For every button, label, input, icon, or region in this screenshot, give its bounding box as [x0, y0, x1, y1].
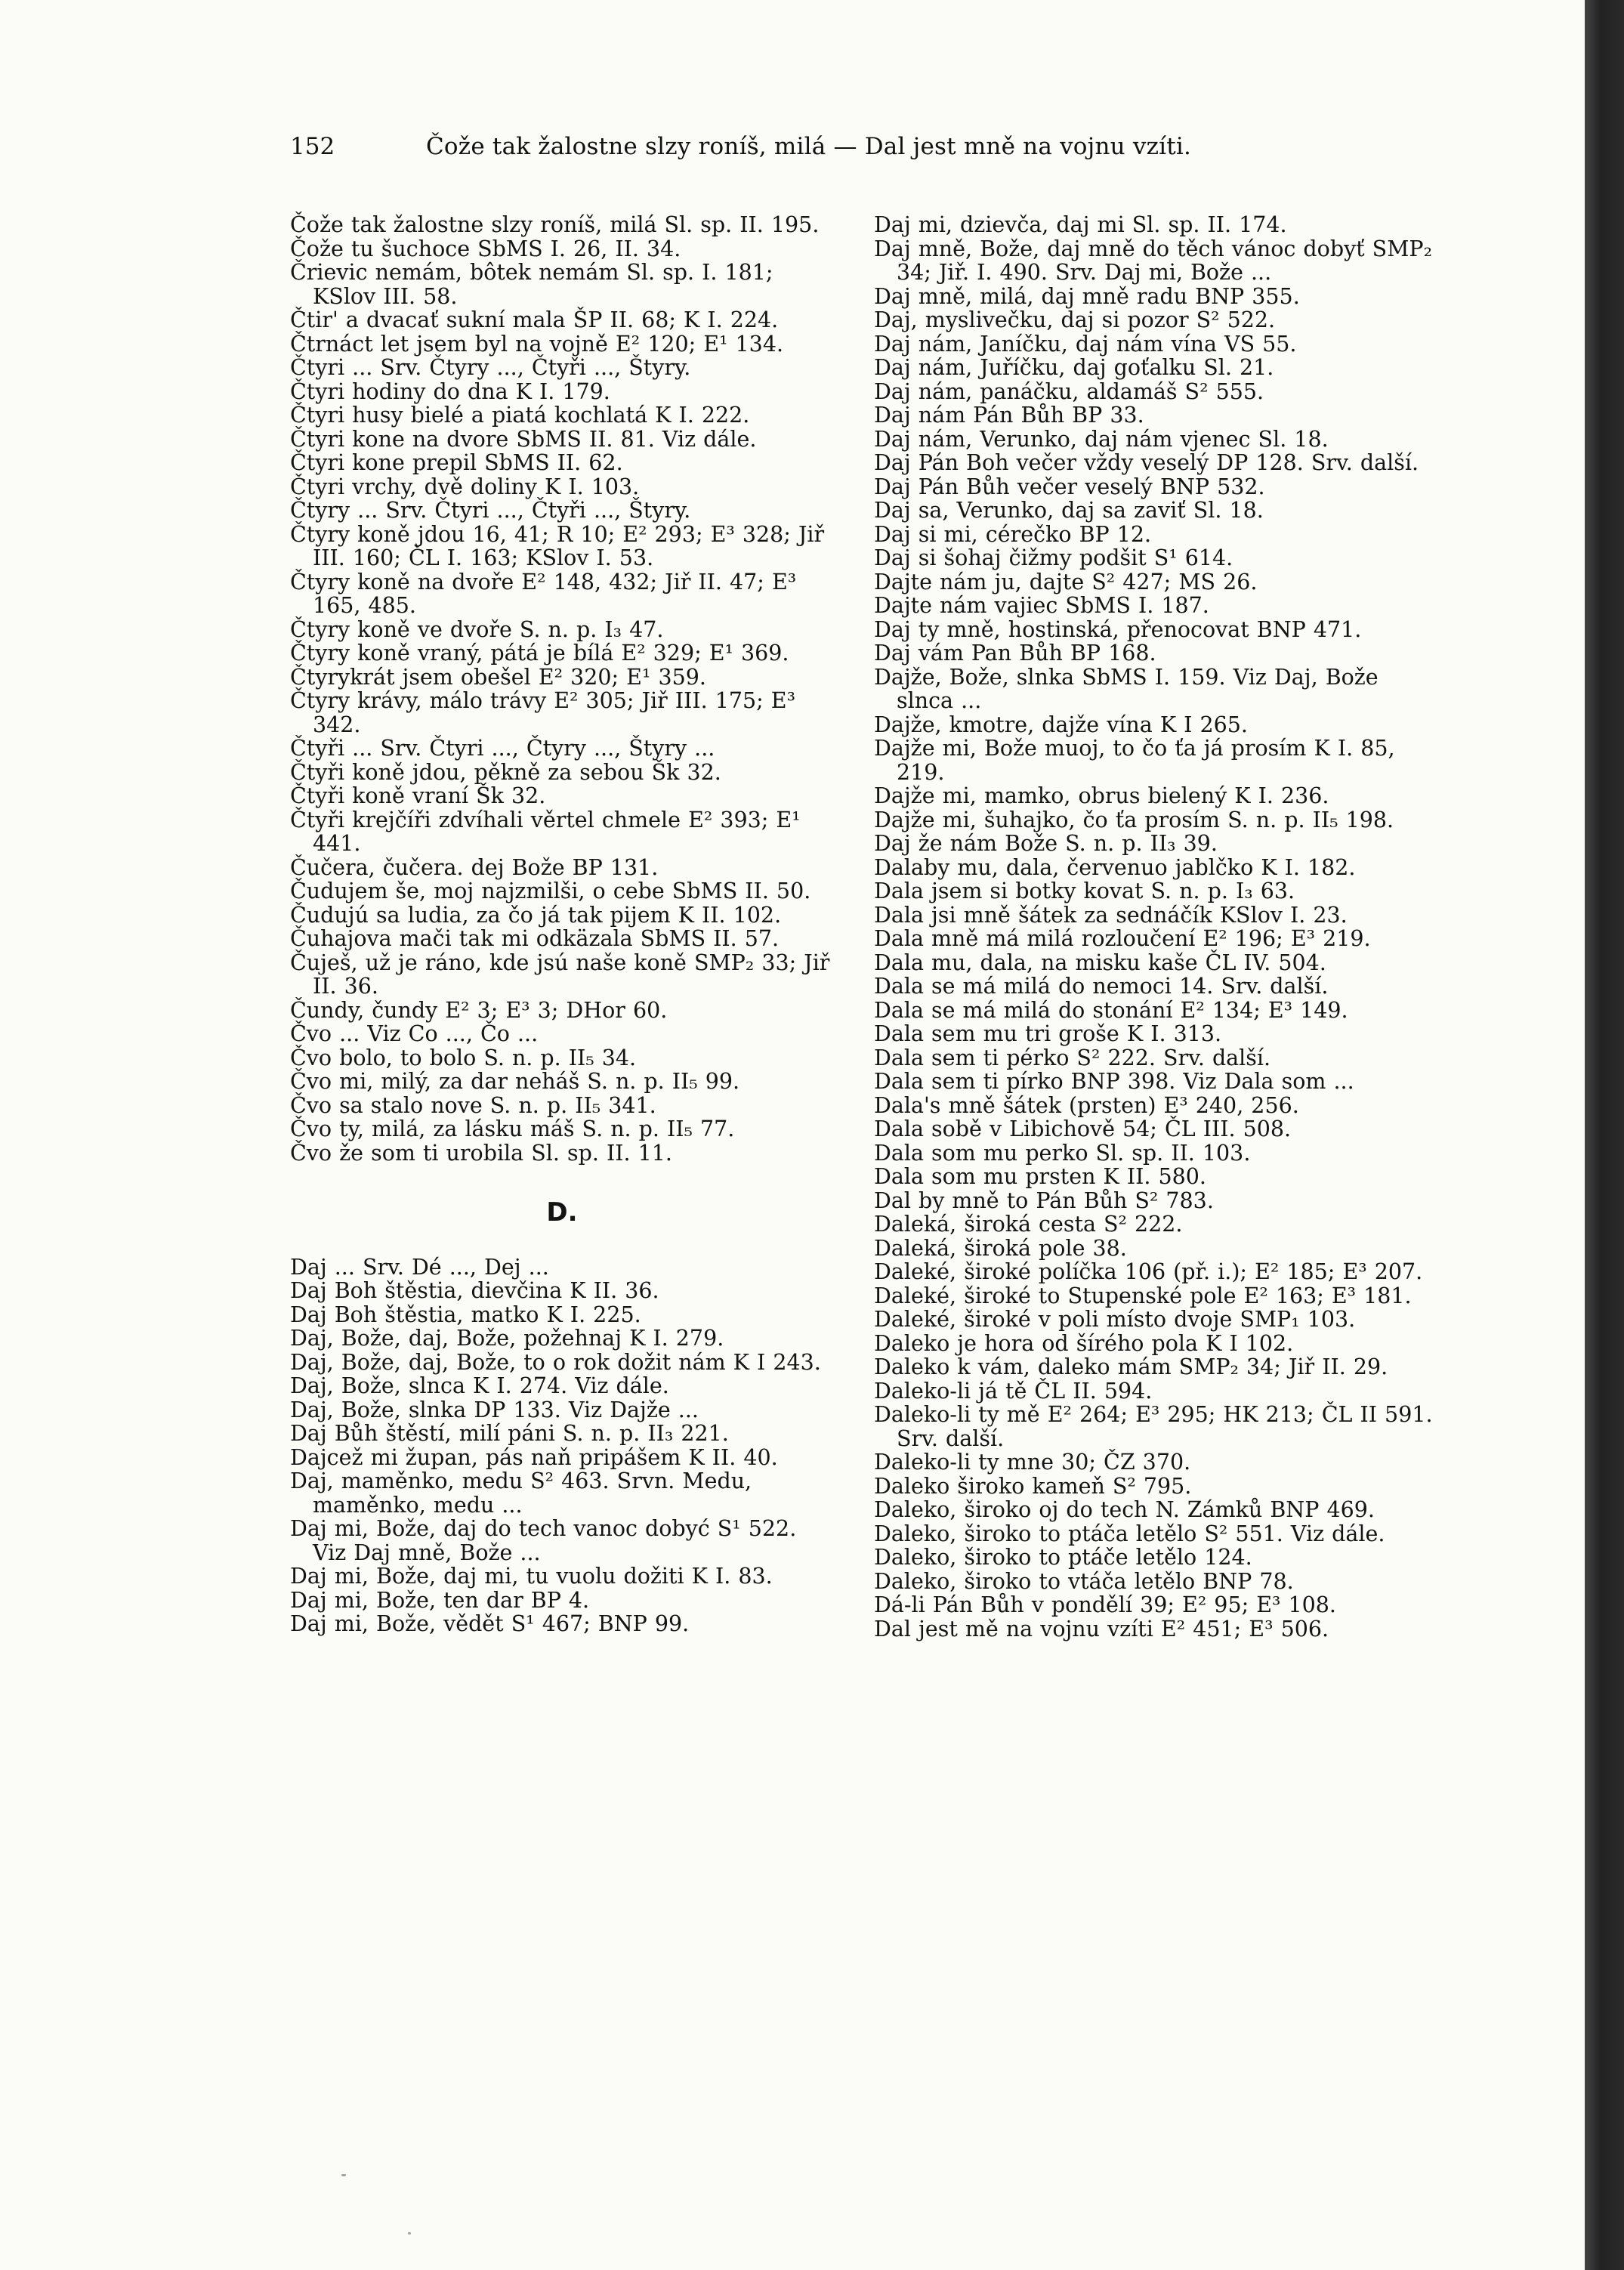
running-header — [290, 133, 1302, 171]
index-entry: Čvo ... Viz Co ..., Čo ... — [290, 1021, 539, 1046]
index-entry: Čtyři krejčíři zdvíhali věrtel chmele E² 393; E¹ 441. — [290, 807, 801, 856]
index-entry: Daj Pán Bůh večer veselý BNP 532. — [874, 474, 1265, 499]
index-entry: Dala som mu perko Sl. sp. II. 103. — [874, 1140, 1251, 1166]
print-speck — [341, 2174, 346, 2176]
index-entry: Daj, Bože, daj, Bože, požehnaj K I. 279. — [290, 1326, 724, 1351]
index-entry: Daj nám, panáčku, aldamáš S² 555. — [874, 378, 1264, 404]
index-entry: Dajže, kmotre, dajže vína K I 265. — [874, 712, 1248, 737]
index-entry: Dala sem mu tri groše K I. 313. — [874, 1021, 1222, 1046]
index-entry: Daj Boh štěstia, dievčina K II. 36. — [290, 1278, 659, 1303]
index-entry: Čtyry krávy, málo trávy E² 305; Jiř III. 175; E³ 342. — [290, 688, 795, 737]
entries-d-left — [290, 1255, 834, 1636]
index-entry: Čundy, čundy E² 3; E³ 3; DHor 60. — [290, 997, 668, 1023]
index-entry: Čtrnáct let jsem byl na vojně E² 120; E¹ 134. — [290, 331, 784, 357]
index-entry: Dala jsi mně šátek za sednáčík KSlov I. 23. — [874, 902, 1348, 928]
index-entry: Čučera, čučera. dej Bože BP 131. — [290, 854, 659, 880]
index-entry: Daleko, široko to ptáče letělo 124. — [874, 1545, 1252, 1570]
index-entry: Dajže mi, mamko, obrus bielený K I. 236. — [874, 783, 1329, 808]
index-entry: Daleko-li já tě ČL II. 594. — [874, 1378, 1153, 1404]
index-entry: Dá-li Pán Bůh v pondělí 39; E² 95; E³ 108. — [874, 1592, 1336, 1617]
index-entry: Dal by mně to Pán Bůh S² 783. — [874, 1188, 1214, 1213]
index-entry: Čtyry koně ve dvoře S. n. p. I₃ 47. — [290, 616, 664, 642]
index-entry: Dala sem ti pérko S² 222. Srv. další. — [874, 1045, 1271, 1070]
index-entry: Daj nám, Verunko, daj nám vjenec Sl. 18. — [874, 426, 1329, 452]
index-entry: Daj ty mně, hostinská, přenocovat BNP 471. — [874, 616, 1362, 642]
index-entry: Dala se má milá do nemoci 14. Srv. další. — [874, 974, 1329, 999]
index-entry: Daj vám Pan Bůh BP 168. — [874, 641, 1156, 666]
print-speck — [408, 2232, 411, 2234]
index-entry: Daj Pán Boh večer vždy veselý DP 128. Srv. další. — [874, 450, 1419, 475]
index-entry: Daj mi, Bože, vědět S¹ 467; BNP 99. — [290, 1611, 690, 1636]
index-entry: Daleko k vám, daleko mám SMP₂ 34; Jiř II. 29. — [874, 1354, 1388, 1379]
index-entry: Daj nám, Janíčku, daj nám vína VS 55. — [874, 331, 1297, 357]
index-entry: Čtyrykrát jsem obešel E² 320; E¹ 359. — [290, 664, 706, 690]
index-entry: Daj mi, Bože, ten dar BP 4. — [290, 1587, 590, 1613]
index-entry: Čtyři koně vraní Šk 32. — [290, 783, 546, 808]
index-entry: Daj mně, Bože, daj mně do těch vánoc dobyť SMP₂ 34; Jiř. I. 490. Srv. Daj mi, Bože ... — [874, 236, 1432, 285]
index-entry: Dajže, Bože, slnka SbMS I. 159. Viz Daj, Bože slnca ... — [874, 664, 1379, 713]
index-entry: Daleko-li ty mne 30; ČZ 370. — [874, 1450, 1191, 1475]
index-entry: Čtyri kone prepil SbMS II. 62. — [290, 450, 623, 475]
index-entry: Čtyry koně na dvoře E² 148, 432; Jiř II. 47; E³ 165, 485. — [290, 569, 797, 618]
index-entry: Daleko je hora od šírého pola K I 102. — [874, 1330, 1294, 1356]
index-entry: Daj, Bože, daj, Bože, to o rok dožit nám K I 243. — [290, 1349, 821, 1375]
index-entry: Dajže mi, šuhajko, čo ťa prosím S. n. p. II₅ 198. — [874, 807, 1394, 832]
index-entry: Čtyri kone na dvore SbMS II. 81. Viz dále. — [290, 426, 757, 452]
index-entry: Daj, Bože, slnca K I. 274. Viz dále. — [290, 1373, 669, 1398]
index-entry: Čtyry ... Srv. Čtyri ..., Čtyři ..., Štyry. — [290, 498, 691, 523]
index-entry: Dal jest mě na vojnu vzíti E² 451; E³ 506. — [874, 1616, 1329, 1642]
index-entry: Čvo sa stalo nove S. n. p. II₅ 341. — [290, 1092, 656, 1118]
index-entry: Daj, myslivečku, daj si pozor S² 522. — [874, 307, 1276, 332]
index-entry: Daj mi, Bože, daj mi, tu vuolu dožiti K I. 83. — [290, 1564, 773, 1589]
index-entry: Črievic nemám, bôtek nemám Sl. sp. I. 181; KSlov III. 58. — [290, 260, 773, 309]
index-entry: Čtyri vrchy, dvě doliny K I. 103. — [290, 474, 640, 499]
index-entry: Čuješ, už je ráno, kde jsú naše koně SMP₂ 33; Jiř II. 36. — [290, 950, 830, 999]
index-entry: Daleko, široko to ptáča letělo S² 551. Viz dále. — [874, 1521, 1385, 1546]
index-entry: Daj sa, Verunko, daj sa zaviť Sl. 18. — [874, 498, 1264, 523]
index-entry: Daleko-li ty mě E² 264; E³ 295; HK 213; ČL II 591. Srv. další. — [874, 1402, 1433, 1451]
index-entry: Dajcež mi župan, pás naň pripášem K II. 40. — [290, 1444, 778, 1470]
index-entry: Čtyři koně jdou, pěkně za sebou Šk 32. — [290, 759, 721, 785]
index-entry: Čtyry koně vraný, pátá je bílá E² 329; E¹ 369. — [290, 641, 789, 666]
index-entry: Dala sem ti pírko BNP 398. Viz Dala som ... — [874, 1069, 1354, 1094]
index-entry: Daj mně, milá, daj mně radu BNP 355. — [874, 283, 1300, 309]
index-entry: Dala sobě v Libichově 54; ČL III. 508. — [874, 1116, 1292, 1141]
index-entry: Daleká, široká cesta S² 222. — [874, 1212, 1183, 1237]
header-title: Čože tak žalostne slzy roníš, milá — Dal jest mně na vojnu vzíti. — [426, 133, 1192, 160]
left-column — [290, 213, 834, 1636]
index-entry: Daleká, široká pole 38. — [874, 1235, 1127, 1261]
index-entry: Daj si mi, cérečko BP 12. — [874, 521, 1152, 547]
index-entry: Daj ... Srv. Dé ..., Dej ... — [290, 1254, 549, 1280]
index-entry: Dala mu, dala, na misku kaše ČL IV. 504. — [874, 950, 1326, 975]
index-entry: Daj mi, Bože, daj do tech vanoc dobyć S¹ 522. Viz Daj mně, Bože ... — [290, 1516, 797, 1565]
index-entry: Daj nám, Juříčku, daj goťalku Sl. 21. — [874, 355, 1274, 380]
index-entry: Daj, maměnko, medu S² 463. Srvn. Medu, maměnko, medu ... — [290, 1469, 752, 1518]
index-entry: Daleké, široké to Stupenské pole E² 163; E³ 181. — [874, 1283, 1412, 1308]
index-entry: Daleko, široko to vtáča letělo BNP 78. — [874, 1568, 1294, 1594]
index-entry: Čtyri hodiny do dna K I. 179. — [290, 378, 610, 404]
index-entry: Dajte nám ju, dajte S² 427; MS 26. — [874, 569, 1258, 595]
index-entry: Čvo že som ti urobila Sl. sp. II. 11. — [290, 1140, 672, 1166]
index-entry: Dala som mu prsten K II. 580. — [874, 1164, 1206, 1189]
index-entry: Daleko, široko oj do tech N. Zámků BNP 469. — [874, 1497, 1375, 1522]
index-entry: Daleké, široké políčka 106 (př. i.); E² 185; E³ 207. — [874, 1259, 1423, 1284]
index-entry: Čože tak žalostne slzy roníš, milá Sl. sp. II. 195. — [290, 212, 820, 237]
index-entry: Dala jsem si botky kovat S. n. p. I₃ 63. — [874, 879, 1295, 903]
entries-c — [290, 213, 834, 1165]
right-column — [874, 213, 1433, 1641]
index-entry: Daj Bůh štěstí, milí páni S. n. p. II₃ 221. — [290, 1421, 729, 1446]
index-entry: Dajže mi, Bože muoj, to čo ťa já prosím K I. 85, 219. — [874, 736, 1395, 785]
index-entry: Čtyři ... Srv. Čtyri ..., Čtyry ..., Štyry ... — [290, 736, 715, 761]
index-entry: Čtyry koně jdou 16, 41; R 10; E² 293; E³ 328; Jiř III. 160; ČL I. 163; KSlov I. 53. — [290, 521, 825, 570]
index-entry: Čudujem še, moj najzmilši, o cebe SbMS II. 50. — [290, 879, 811, 903]
index-entry: Dala's mně šátek (prsten) E³ 240, 256. — [874, 1092, 1299, 1118]
index-entry: Dala se má milá do stonání E² 134; E³ 149. — [874, 997, 1348, 1023]
page-number: 152 — [290, 133, 335, 160]
index-entry: Čvo mi, milý, za dar neháš S. n. p. II₅ 99. — [290, 1069, 740, 1094]
index-entry: Čvo ty, milá, za lásku máš S. n. p. II₅ 77. — [290, 1116, 735, 1141]
index-entry: Dala mně má milá rozloučení E² 196; E³ 219. — [874, 926, 1371, 951]
index-entry: Dalaby mu, dala, červenuo jablčko K I. 182. — [874, 854, 1356, 880]
page-edge-shadow — [1585, 0, 1624, 2270]
index-entry: Čtyri husy bielé a piatá kochlatá K I. 222. — [290, 403, 750, 428]
index-entry: Čtyri ... Srv. Čtyry ..., Čtyři ..., Štyry. — [290, 355, 691, 380]
index-entry: Daleko široko kameň S² 795. — [874, 1473, 1192, 1499]
index-entry: Daj si šohaj čižmy podšit S¹ 614. — [874, 545, 1233, 570]
index-entry: Daleké, široké v poli místo dvoje SMP₁ 103. — [874, 1307, 1356, 1332]
section-letter-d: D. — [546, 1197, 578, 1228]
index-entry: Daj mi, dzievča, daj mi Sl. sp. II. 174. — [874, 212, 1287, 237]
index-entry: Čože tu šuchoce SbMS I. 26, II. 34. — [290, 236, 681, 261]
index-entry: Daj Boh štěstia, matko K I. 225. — [290, 1302, 641, 1327]
index-entry: Čuhajova mači tak mi odkäzala SbMS II. 57. — [290, 926, 780, 951]
index-entry: Čudujú sa ludia, za čo já tak pijem K II. 102. — [290, 902, 782, 928]
index-entry: Čvo bolo, to bolo S. n. p. II₅ 34. — [290, 1045, 637, 1070]
index-entry: Daj nám Pán Bůh BP 33. — [874, 403, 1144, 428]
index-entry: Daj že nám Bože S. n. p. II₃ 39. — [874, 831, 1218, 856]
index-entry: Čtir' a dvacať sukní mala ŠP II. 68; K I. 224. — [290, 307, 779, 332]
index-entry: Dajte nám vajiec SbMS I. 187. — [874, 593, 1209, 618]
index-entry: Daj, Bože, slnka DP 133. Viz Dajže ... — [290, 1397, 699, 1422]
